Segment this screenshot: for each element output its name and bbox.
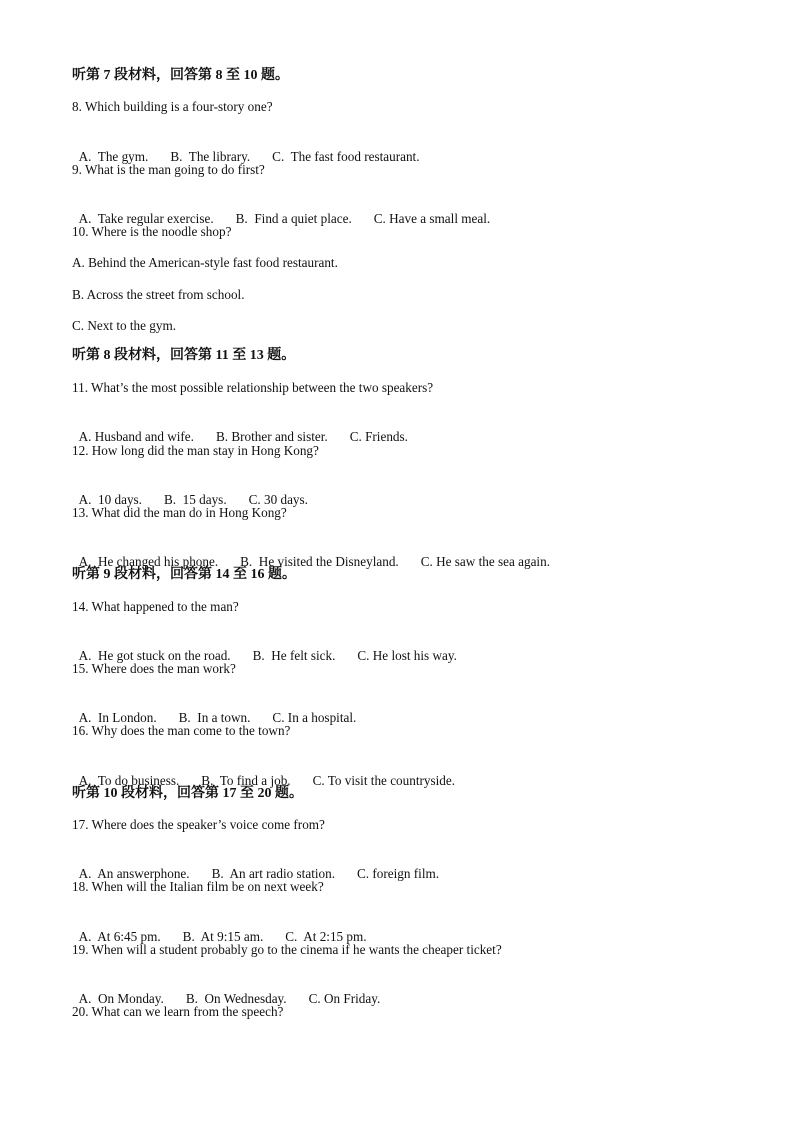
option-a: A. At 6:45 pm. [78,929,161,944]
question-19: 19. When will a student probably go to the cinema if he wants the cheaper ticket? [72,942,502,957]
option-b: B. 15 days. [163,492,227,507]
section-heading-8: 听第 8 段材料，回答第 11 至 13 题。 [72,348,296,363]
section-heading-7: 听第 7 段材料，回答第 8 至 10 题。 [72,68,289,83]
option-b-10: B. Across the street from school. [72,287,245,302]
option-c: C. foreign film. [357,866,440,881]
option-b: B. Brother and sister. [215,429,328,444]
option-c: C. He saw the sea again. [420,554,550,569]
section-heading-10: 听第 10 段材料，回答第 17 至 20 题。 [72,786,303,801]
option-b: B. An art radio station. [211,866,336,881]
option-c: C. At 2:15 pm. [285,929,367,944]
question-17: 17. Where does the speaker’s voice come from? [72,817,325,832]
option-a: A. Take regular exercise. [78,211,214,226]
question-15: 15. Where does the man work? [72,661,236,676]
option-c-10: C. Next to the gym. [72,318,177,333]
option-b: B. The library. [170,149,251,164]
option-c: C. 30 days. [248,492,308,507]
options-11 [72,410,430,446]
option-b: B. He visited the Disneyland. [240,554,399,569]
question-10: 10. Where is the noodle shop? [72,224,232,239]
question-8: 8. Which building is a four-story one? [72,99,273,114]
option-c: C. In a hospital. [272,710,357,725]
section-heading-9: 听第 9 段材料，回答第 14 至 16 题。 [72,567,296,582]
option-c: C. He lost his way. [357,648,457,663]
question-16: 16. Why does the man come to the town? [72,723,291,738]
option-c: C. To visit the countryside. [312,773,456,788]
option-a-10: A. Behind the American-style fast food restaurant. [72,255,338,270]
option-a: A. On Monday. [78,991,164,1006]
option-a: A. 10 days. [78,492,142,507]
question-12: 12. How long did the man stay in Hong Kong? [72,443,319,458]
option-c: C. Friends. [349,429,408,444]
question-11: 11. What’s the most possible relationship between the two speakers? [72,380,434,395]
question-18: 18. When will the Italian film be on next week? [72,879,324,894]
option-a: A. An answerphone. [78,866,190,881]
option-a: A. He changed his phone. [78,554,219,569]
option-b: B. At 9:15 am. [182,929,264,944]
option-c: C. The fast food restaurant. [272,149,420,164]
option-a: A. He got stuck on the road. [78,648,231,663]
option-b: B. Find a quiet place. [235,211,352,226]
option-c: C. On Friday. [308,991,381,1006]
question-20: 20. What can we learn from the speech? [72,1004,284,1019]
option-b: B. In a town. [178,710,251,725]
option-a: A. The gym. [78,149,149,164]
option-b: B. On Wednesday. [185,991,287,1006]
option-a: A. To do business. [78,773,180,788]
option-c: C. Have a small meal. [373,211,491,226]
option-a: A. In London. [78,710,157,725]
question-14: 14. What happened to the man? [72,599,239,614]
question-13: 13. What did the man do in Hong Kong? [72,505,287,520]
question-9: 9. What is the man going to do first? [72,162,265,177]
option-a: A. Husband and wife. [78,429,194,444]
option-b: B. He felt sick. [252,648,336,663]
option-b: B. To find a job. [201,773,291,788]
